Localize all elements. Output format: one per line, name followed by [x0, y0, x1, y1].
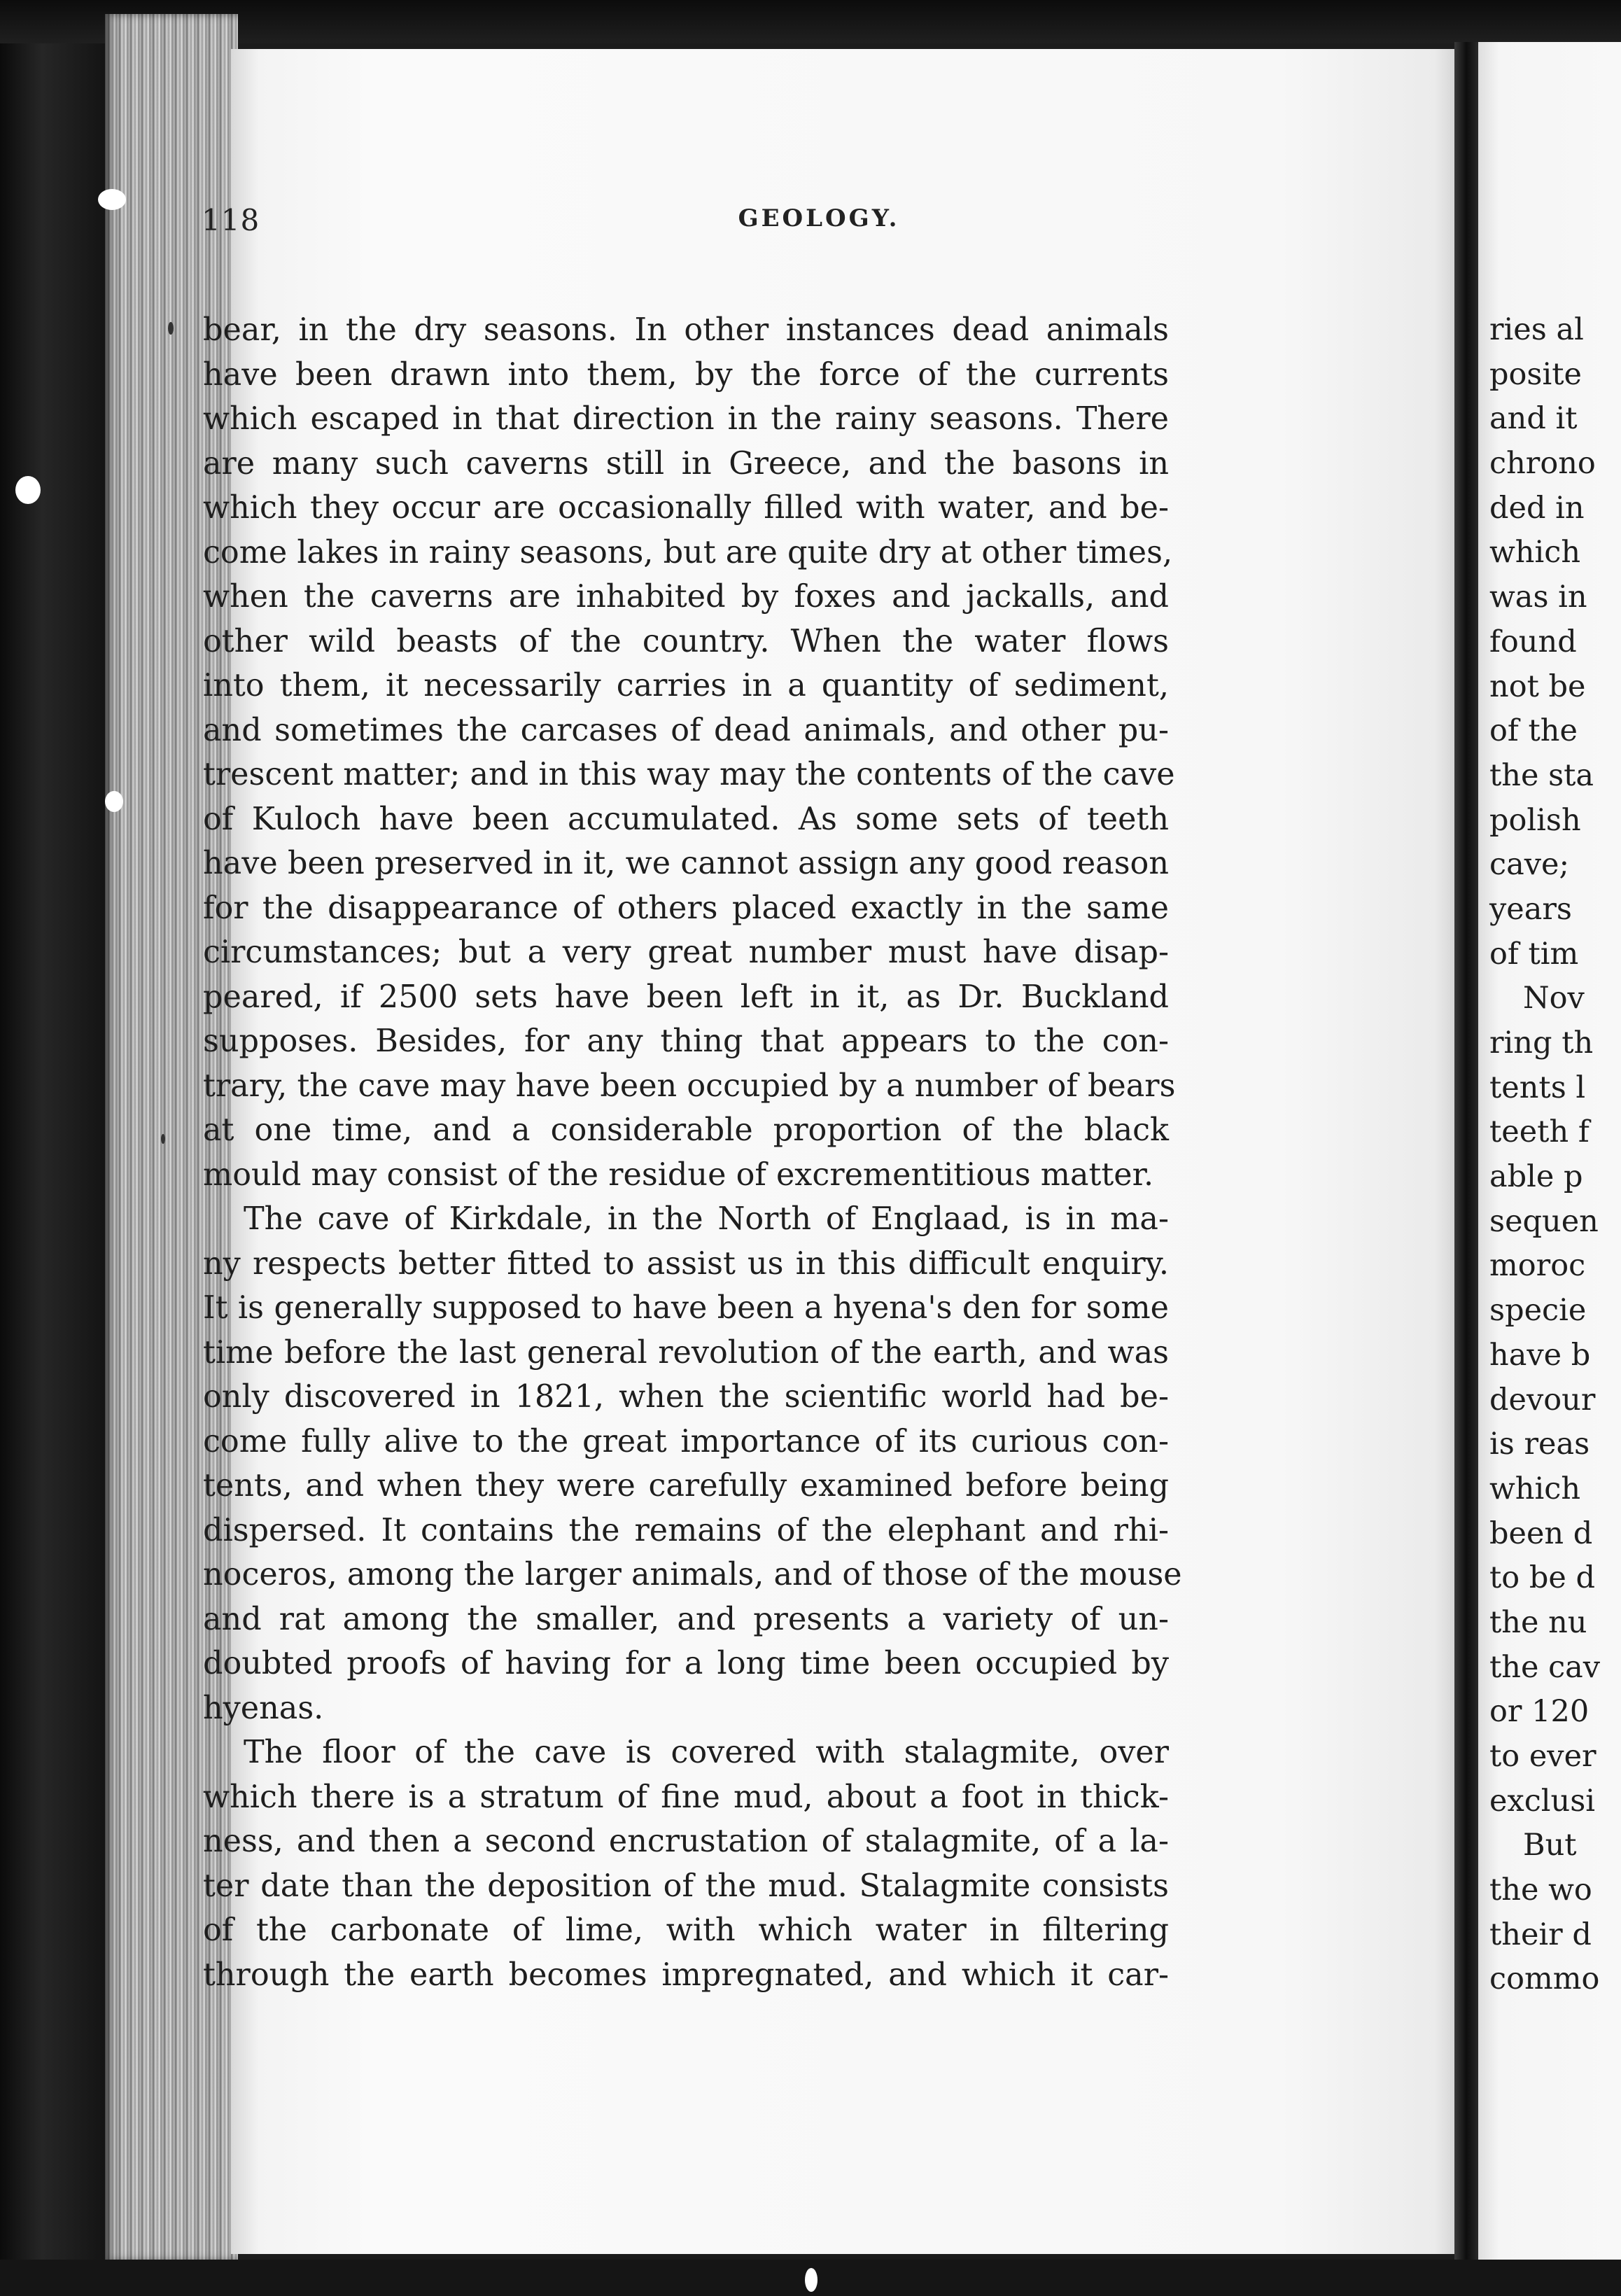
text-line: ter date than the deposition of the mud. Stalagmite consists	[203, 1868, 1169, 1904]
text-line: are many such caverns still in Greece, and the basons in	[203, 445, 1169, 482]
text-line: come lakes in rainy seasons, but are quite dry at other times,	[203, 534, 1173, 570]
right-text-line: devour	[1489, 1382, 1596, 1418]
text-line: into them, it necessarily carries in a quantity of sediment,	[203, 668, 1169, 704]
right-text-line: sequen	[1489, 1203, 1599, 1239]
text-line: supposes. Besides, for any thing that appears to the con-	[203, 1023, 1169, 1059]
text-line: for the disappearance of others placed exactly in the same	[203, 890, 1169, 926]
text-line: noceros, among the larger animals, and of those of the mouse	[203, 1557, 1182, 1592]
text-line: come fully alive to the great importance of its curious con-	[203, 1423, 1169, 1460]
right-text-line: polish	[1489, 802, 1581, 838]
text-line: and sometimes the carcases of dead animals, and other pu-	[203, 712, 1169, 748]
dust-speck	[161, 1134, 165, 1144]
text-line: and rat among the smaller, and presents a variety of un-	[203, 1601, 1169, 1637]
text-line: dispersed. It contains the remains of the elephant and rhi-	[203, 1512, 1169, 1548]
text-line: doubted proofs of having for a long time been occupied by	[203, 1646, 1169, 1681]
right-text-line: not be	[1489, 668, 1586, 704]
right-text-line: exclusi	[1489, 1783, 1596, 1819]
text-line: trescent matter; and in this way may the contents of the cave	[203, 757, 1175, 792]
film-border-top	[0, 0, 1621, 43]
right-page-text	[1489, 308, 1621, 2002]
text-line: The cave of Kirkdale, in the North of Englaad, is in ma-	[244, 1201, 1169, 1237]
right-text-line: posite	[1489, 356, 1582, 392]
text-line: The floor of the cave is covered with stalagmite, over	[244, 1735, 1169, 1770]
right-text-line: been d	[1489, 1516, 1593, 1551]
running-title: GEOLOGY.	[738, 204, 900, 232]
right-text-line: to ever	[1489, 1739, 1597, 1774]
right-text-line: the sta	[1489, 757, 1594, 793]
right-text-line: of tim	[1489, 936, 1579, 972]
right-text-line: which	[1489, 535, 1581, 570]
text-line: when the caverns are inhabited by foxes and jackalls, and	[203, 579, 1169, 615]
text-line: trary, the cave may have been occupied by a number of bears	[203, 1068, 1176, 1104]
right-text-line: the nu	[1489, 1604, 1587, 1640]
right-text-line: tents l	[1489, 1070, 1586, 1105]
dust-speck	[15, 476, 41, 504]
text-line: peared, if 2500 sets have been left in it, as Dr. Buckland	[203, 979, 1169, 1015]
right-text-line: Nov	[1523, 981, 1585, 1016]
right-text-line: of the	[1489, 713, 1578, 749]
right-page	[1478, 42, 1621, 2282]
text-line: through the earth becomes impregnated, and which it car-	[203, 1956, 1169, 1993]
text-line: have been preserved in it, we cannot assign any good reason	[203, 846, 1169, 881]
right-text-line: moroc	[1489, 1248, 1586, 1284]
dust-speck	[98, 189, 126, 210]
text-line: have been drawn into them, by the force of the currents	[203, 356, 1169, 393]
right-text-line: cave;	[1489, 847, 1569, 883]
text-line: hyenas.	[203, 1690, 324, 1726]
right-text-line: But	[1523, 1828, 1577, 1863]
text-line: which there is a stratum of fine mud, about a foot in thick-	[203, 1779, 1169, 1815]
right-text-line: the cav	[1489, 1649, 1601, 1685]
right-text-line: ries al	[1489, 312, 1584, 347]
right-text-line: and it	[1489, 401, 1578, 437]
right-text-line: found	[1489, 624, 1577, 659]
right-text-line: was in	[1489, 580, 1587, 615]
text-line: mould may consist of the residue of excrementitious matter.	[203, 1156, 1154, 1193]
right-text-line: have b	[1489, 1337, 1591, 1373]
text-line: which they occur are occasionally filled with water, and be-	[203, 490, 1169, 526]
right-text-line: teeth f	[1489, 1114, 1590, 1150]
right-text-line: commo	[1489, 1961, 1600, 1997]
right-text-line: ring th	[1489, 1026, 1594, 1060]
body-text	[203, 308, 1182, 1997]
right-text-line: is reas	[1489, 1427, 1590, 1462]
dust-speck	[168, 322, 174, 335]
text-line: circumstances; but a very great number must have disap-	[203, 934, 1169, 970]
dust-speck	[805, 2268, 817, 2292]
right-text-line: which	[1489, 1471, 1581, 1506]
right-text-line: ded in	[1489, 490, 1585, 526]
right-text-line: years	[1489, 891, 1572, 927]
text-line: It is generally supposed to have been a hyena's den for some	[203, 1290, 1169, 1326]
right-text-line: to be d	[1489, 1560, 1596, 1596]
dust-speck	[105, 791, 123, 812]
right-text-line: able p	[1489, 1159, 1583, 1195]
right-text-line: chrono	[1489, 446, 1596, 482]
page-number: 118	[202, 203, 260, 237]
text-line: tents, and when they were carefully examined before being	[203, 1468, 1169, 1504]
text-line: bear, in the dry seasons. In other instances dead animals	[203, 312, 1169, 348]
text-line: other wild beasts of the country. When the water flows	[203, 623, 1169, 659]
text-line: time before the last general revolution of the earth, and was	[203, 1334, 1169, 1371]
text-line: of Kuloch have been accumulated. As some sets of teeth	[203, 801, 1169, 837]
text-line: ny respects better fitted to assist us in this difficult enquiry.	[203, 1245, 1169, 1282]
text-line: which escaped in that direction in the rainy seasons. There	[203, 401, 1169, 437]
right-text-line: the wo	[1489, 1872, 1592, 1908]
text-line: of the carbonate of lime, with which water in filtering	[203, 1912, 1169, 1948]
book-gutter	[1454, 42, 1478, 2282]
text-line: at one time, and a considerable proportion of the black	[203, 1112, 1169, 1148]
right-text-line: specie	[1489, 1293, 1587, 1329]
right-text-line: or 120	[1489, 1694, 1590, 1730]
text-line: ness, and then a second encrustation of stalagmite, of a la-	[203, 1823, 1169, 1859]
right-text-line: their d	[1489, 1917, 1592, 1952]
text-line: only discovered in 1821, when the scientific world had be-	[203, 1379, 1169, 1415]
